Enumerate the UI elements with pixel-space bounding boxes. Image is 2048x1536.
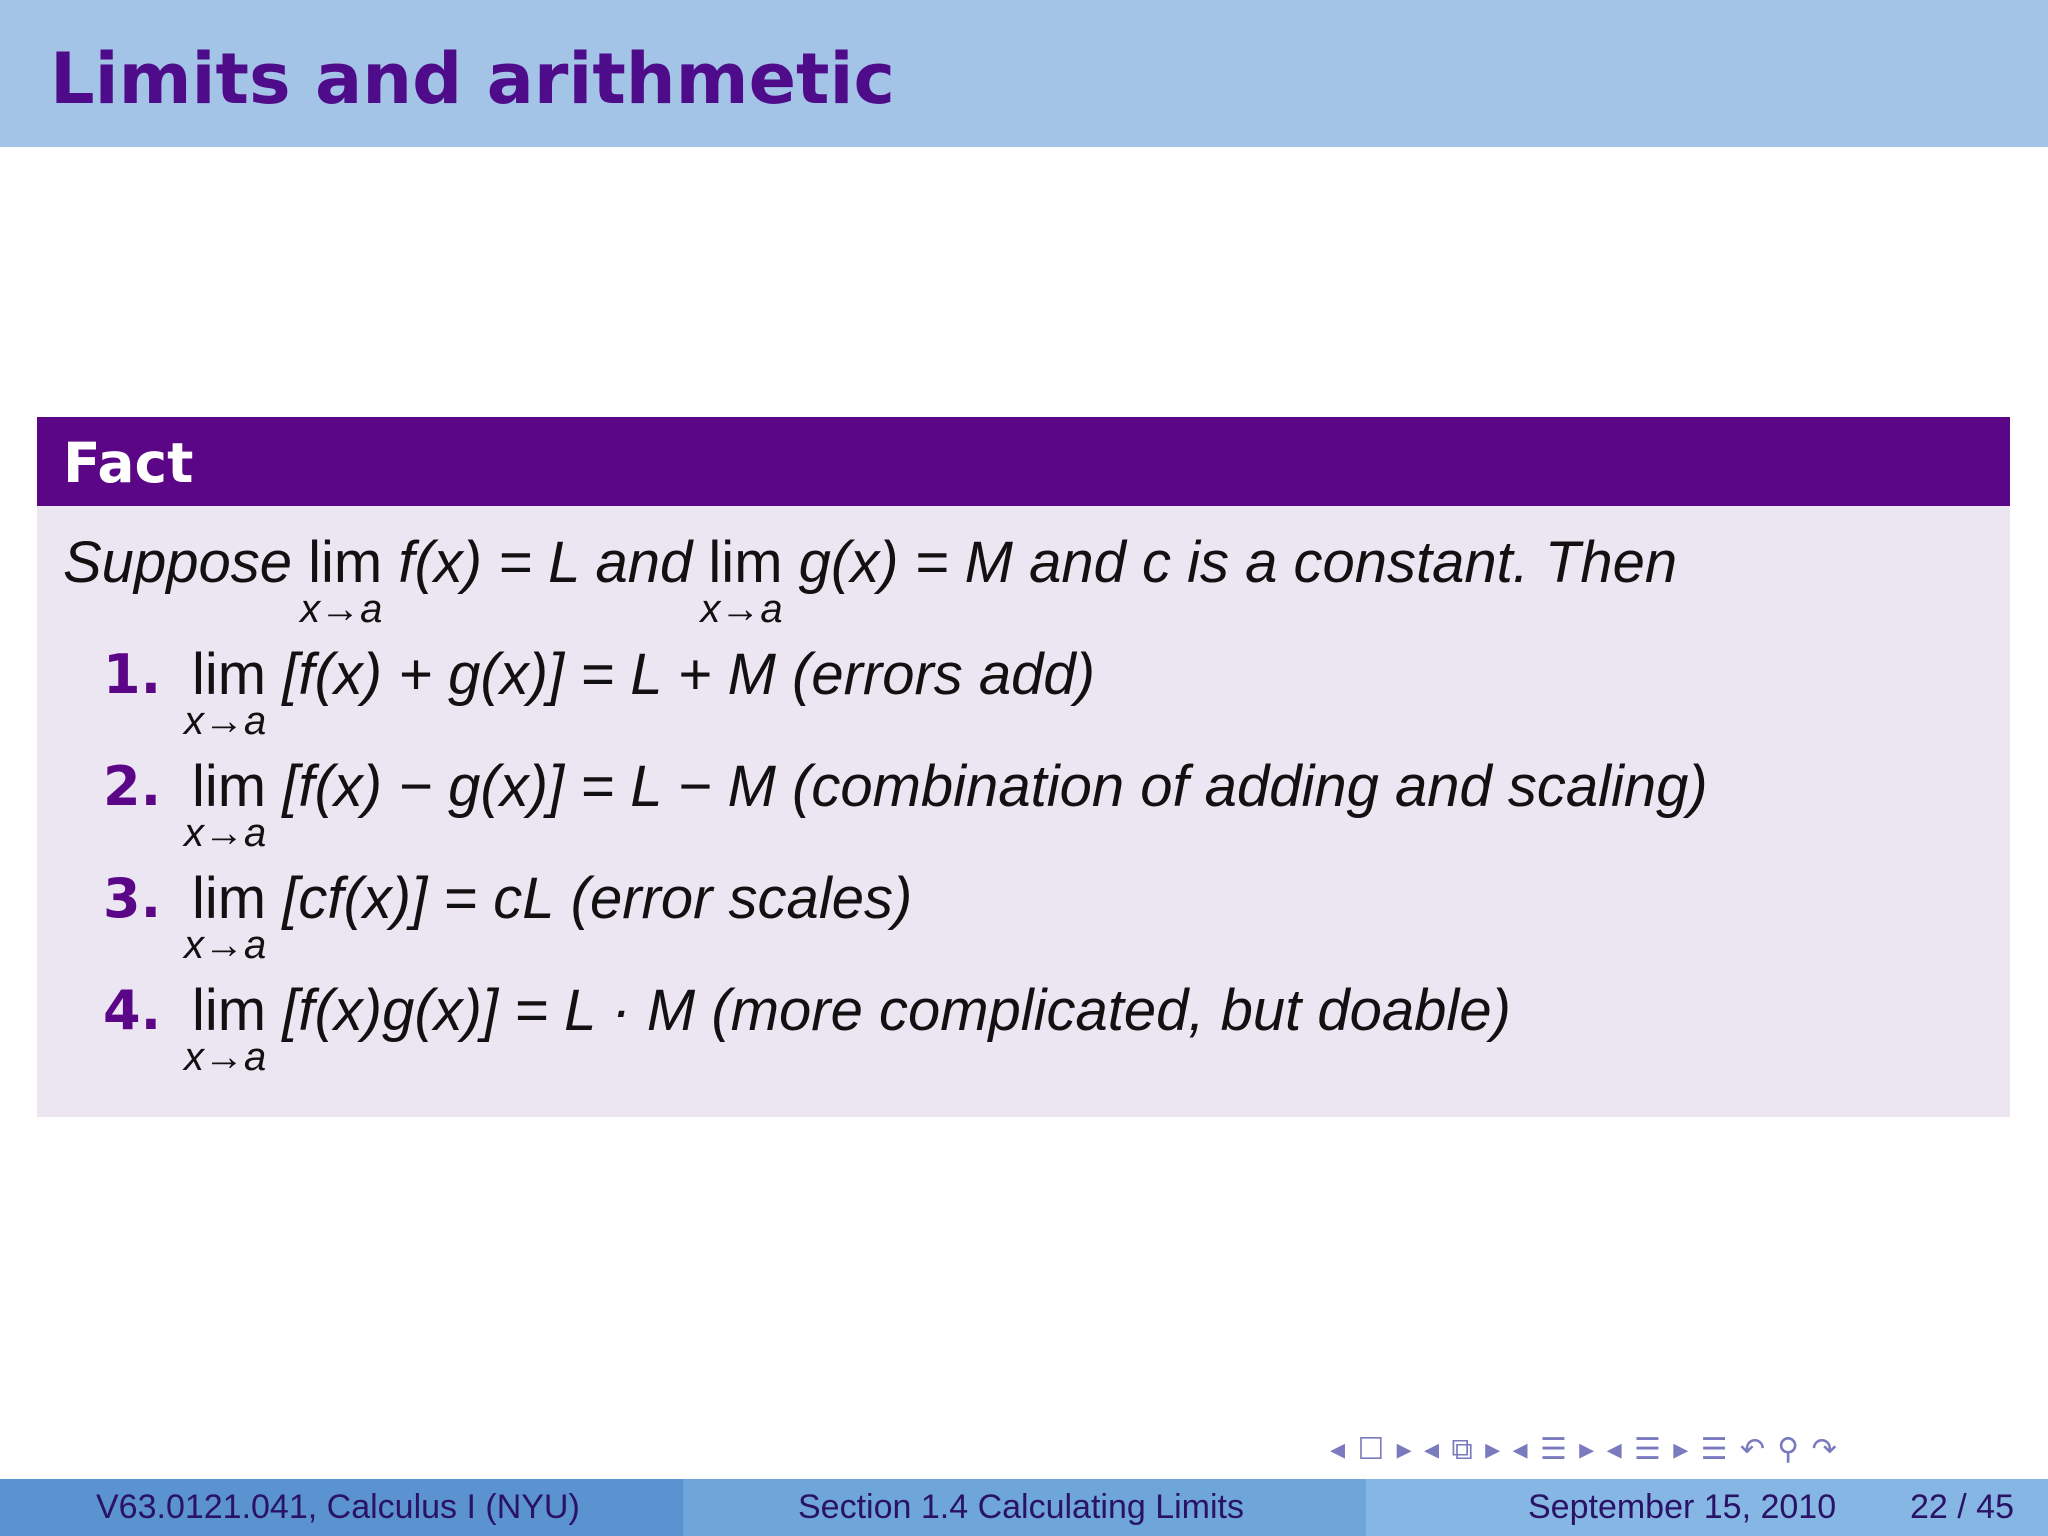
item-expression: [f(x) + g(x)] = L + M (282, 642, 776, 707)
suppose-word: Suppose (63, 530, 292, 595)
footer-bar (0, 1479, 2048, 1536)
beamer-navigation-icons[interactable]: ◂ ☐ ▸ ◂ ⧉ ▸ ◂ ☰ ▸ ◂ ☰ ▸ ☰ ↶ ⚲ ↷ (1330, 1433, 1839, 1466)
slide-title: Limits and arithmetic (50, 38, 895, 120)
intro-tail: and c is a constant. Then (1029, 530, 1678, 595)
list-number: 2. (103, 755, 162, 818)
list-item (184, 977, 1511, 1079)
footer-right-segment (1366, 1479, 2048, 1536)
fact-intro-line (63, 529, 1678, 631)
lim-operator: lim x→a (300, 530, 383, 631)
item-expression: [f(x) − g(x)] = L − M (282, 754, 776, 819)
item-note: (combination of adding and scaling) (792, 754, 1708, 819)
footer-course: V63.0121.041, Calculus I (NYU) (96, 1488, 580, 1526)
list-item (184, 641, 1096, 743)
item-expression: [f(x)g(x)] = L · M (282, 978, 696, 1043)
fact-block-title: Fact (63, 431, 194, 495)
item-expression: [cf(x)] = cL (282, 866, 555, 931)
item-note: (errors add) (792, 642, 1096, 707)
footer-left-segment (0, 1479, 683, 1536)
list-number: 1. (103, 643, 162, 706)
lim-operator: lim x→a (184, 642, 267, 743)
lim-operator: lim x→a (184, 866, 267, 967)
list-item (184, 865, 913, 967)
fact-block-header (37, 417, 2010, 506)
fact-block (37, 417, 2010, 1117)
lim-operator: lim x→a (184, 754, 267, 855)
and-word: and (595, 530, 693, 595)
footer-date: September 15, 2010 (1528, 1488, 1837, 1526)
f-limit-expression: f(x) = L (398, 530, 580, 595)
list-item (184, 753, 1708, 855)
list-number: 3. (103, 867, 162, 930)
lim-operator: lim x→a (184, 978, 267, 1079)
footer-middle-segment (683, 1479, 1366, 1536)
lim-operator: lim x→a (700, 530, 783, 631)
g-limit-expression: g(x) = M (798, 530, 1013, 595)
footer-section: Section 1.4 Calculating Limits (798, 1488, 1245, 1526)
footer-page-number: 22 / 45 (1910, 1488, 2014, 1526)
item-note: (more complicated, but doable) (711, 978, 1511, 1043)
title-bar (0, 0, 2048, 147)
item-note: (error scales) (570, 866, 913, 931)
list-number: 4. (103, 979, 162, 1042)
